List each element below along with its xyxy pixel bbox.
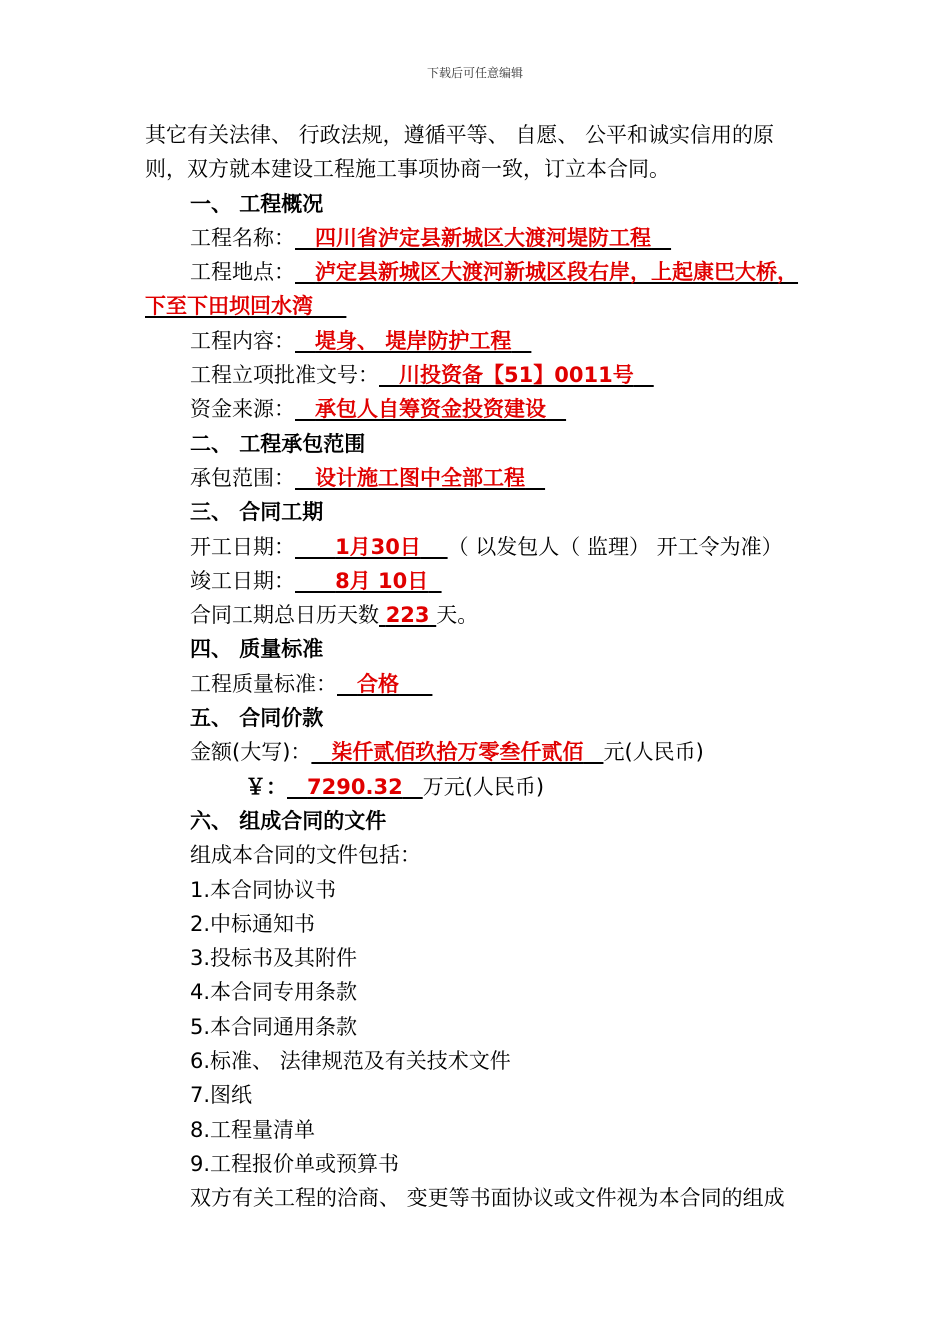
total-days-row xyxy=(145,598,865,632)
project-location-value-1: 泸定县新城区大渡河新城区段右岸，上起康巴大桥， xyxy=(315,260,799,285)
approval-label: 工程立项批准文号： xyxy=(190,363,379,388)
approval-row xyxy=(145,358,865,392)
project-location-value-2: 下至下田坝回水湾 xyxy=(145,294,313,319)
total-days-unit: 天。 xyxy=(436,603,479,628)
start-date-value: 1月30日 xyxy=(335,534,421,559)
project-content-label: 工程内容： xyxy=(190,328,295,353)
start-date-note: （ 以发包人（ 监理） 开工令为准） xyxy=(447,534,783,559)
fund-source-row xyxy=(145,392,865,426)
document-item-7: 7.图纸 xyxy=(190,1083,253,1108)
quality-value: 合格 xyxy=(357,671,400,696)
yen-label: ￥： xyxy=(245,774,287,799)
project-content-value: 堤身、 堤岸防护工程 xyxy=(315,328,512,353)
section-3-heading: 三、 合同工期 xyxy=(190,500,324,525)
project-name-label: 工程名称： xyxy=(190,225,295,250)
intro-line-1: 其它有关法律、 行政法规，遵循平等、 自愿、 公平和诚实信用的原 xyxy=(145,123,775,147)
start-date-row xyxy=(145,530,865,564)
section-5-heading: 五、 合同价款 xyxy=(190,706,324,731)
documents-closing: 双方有关工程的洽商、 变更等书面协议或文件视为本合同的组成 xyxy=(190,1186,785,1211)
page-header: 下载后可任意编辑 xyxy=(426,66,523,80)
yen-value: 7290.32 xyxy=(307,774,403,799)
fund-source-value: 承包人自筹资金投资建设 xyxy=(315,397,547,422)
project-name-value: 四川省泸定县新城区大渡河堤防工程 xyxy=(315,225,652,250)
total-days-value: 223 xyxy=(385,603,430,628)
section-2-heading: 二、 工程承包范围 xyxy=(190,431,366,456)
scope-label: 承包范围： xyxy=(190,465,295,490)
document-item-5: 5.本合同通用条款 xyxy=(190,1014,358,1039)
section-4-heading: 四、 质量标准 xyxy=(190,637,324,662)
document-body xyxy=(145,118,865,1216)
project-name-row xyxy=(145,221,865,255)
project-location-row-2 xyxy=(145,289,865,323)
project-location-row xyxy=(145,255,865,289)
total-days-label: 合同工期总日历天数 xyxy=(190,603,379,628)
end-date-value: 8月 10日 xyxy=(335,568,429,593)
document-item-6: 6.标准、 法律规范及有关技术文件 xyxy=(190,1049,511,1074)
amount-number-row xyxy=(145,770,865,804)
document-item-2: 2.中标通知书 xyxy=(190,911,316,936)
end-date-row xyxy=(145,564,865,598)
document-item-8: 8.工程量清单 xyxy=(190,1117,316,1142)
scope-value: 设计施工图中全部工程 xyxy=(315,465,526,490)
amount-words-value: 柒仟贰佰玖拾万零叁仟贰佰 xyxy=(331,740,584,765)
start-date-label: 开工日期： xyxy=(190,534,295,559)
document-item-1: 1.本合同协议书 xyxy=(190,877,337,902)
section-6-heading: 六、 组成合同的文件 xyxy=(190,808,387,833)
approval-value: 川投资备【51】0011号 xyxy=(399,363,634,388)
document-item-9: 9.工程报价单或预算书 xyxy=(190,1151,400,1176)
project-location-label: 工程地点： xyxy=(190,260,295,285)
amount-words-label: 金额(大写)： xyxy=(190,740,312,765)
yen-unit: 万元(人民币) xyxy=(422,774,545,799)
scope-row xyxy=(145,461,865,495)
project-content-row xyxy=(145,324,865,358)
intro-line-2: 则，双方就本建设工程施工事项协商一致，订立本合同。 xyxy=(145,157,670,182)
amount-words-unit: 元(人民币) xyxy=(603,740,704,765)
amount-words-row xyxy=(145,735,865,769)
section-1-heading: 一、 工程概况 xyxy=(190,191,324,216)
documents-intro: 组成本合同的文件包括： xyxy=(190,843,421,868)
quality-label: 工程质量标准： xyxy=(190,671,337,696)
end-date-label: 竣工日期： xyxy=(190,568,295,593)
quality-row xyxy=(145,667,865,701)
fund-source-label: 资金来源： xyxy=(190,397,295,422)
document-item-3: 3.投标书及其附件 xyxy=(190,946,358,971)
document-item-4: 4.本合同专用条款 xyxy=(190,980,358,1005)
